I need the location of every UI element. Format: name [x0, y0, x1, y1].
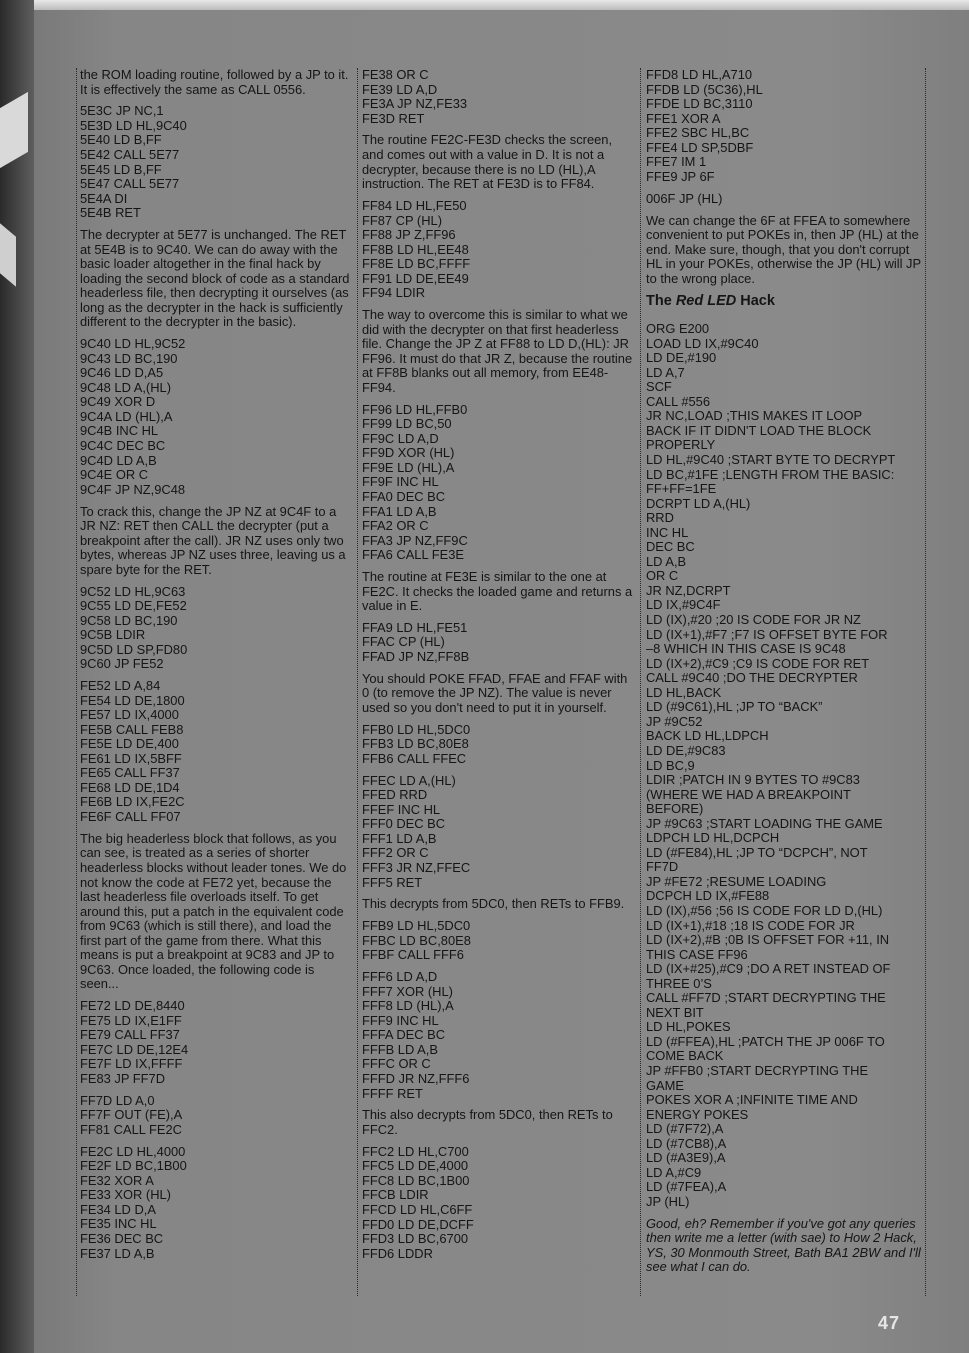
code-line: FE52 LD A,84	[80, 678, 161, 694]
code-line: JP #9C52	[646, 713, 703, 729]
code-listing	[362, 919, 636, 963]
code-line: FF87 CP (HL)	[362, 212, 442, 228]
code-line: FFC8 LD BC,1B00	[362, 1172, 470, 1188]
code-line: FF7F OUT (FE),A	[80, 1107, 183, 1123]
code-line: LD (#7F72),A	[646, 1121, 724, 1137]
code-line: BACK IF IT DIDN'T LOAD THE BLOCK	[646, 422, 872, 438]
heading-text: Hack	[736, 292, 775, 309]
heading-emphasis: Red LED	[675, 292, 737, 309]
code-line: POKES XOR A ;INFINITE TIME AND	[646, 1092, 858, 1108]
code-listing	[362, 970, 636, 1101]
column-separator	[357, 68, 358, 1296]
code-line: FE7C LD DE,12E4	[80, 1041, 189, 1057]
code-line: FFB9 LD HL,5DC0	[362, 918, 471, 934]
code-line: LDIR ;PATCH IN 9 BYTES TO #9C83	[646, 772, 860, 788]
code-line: LD A,B	[646, 553, 687, 569]
code-line: LD (IX+2),#C9 ;C9 IS CODE FOR RET	[646, 655, 870, 671]
code-line: FFBC LD BC,80E8	[362, 932, 471, 948]
body-paragraph: The decrypter at 5E77 is unchanged. The RET at 5E4B is to 9C40. We can do away with the basic loader altogether in the final hack by loading the second block of code as a standard headerless file, then decrypting it ourselves (as long as the decrypter in the hack is sufficiently different to the decrypter in the basic).	[80, 227, 350, 330]
code-line: FF+FF=1FE	[646, 481, 717, 497]
code-line: LD A,7	[646, 364, 685, 380]
code-line: FF7D	[646, 859, 679, 875]
body-paragraph: This decrypts from 5DC0, then RETs to FFB9.	[362, 896, 625, 912]
code-line: LD HL,POKES	[646, 1019, 731, 1035]
section-heading	[646, 294, 922, 309]
code-line: LD IX,#9C4F	[646, 597, 721, 613]
code-line: JP (HL)	[646, 1193, 690, 1209]
body-paragraph: The way to overcome this is similar to what we did with the decrypter on that first headerless file. Change the JP Z at FF88 to LD D,(HL): JR FF96. It must do that JR Z, because the routine at FF8B blanks out all memory, from EE48-FF94.	[362, 307, 633, 395]
code-line: DCPCH LD IX,#FE88	[646, 888, 770, 904]
code-listing	[646, 192, 922, 207]
code-line: CALL #9C40 ;DO THE DECRYPTER	[646, 670, 858, 686]
code-line: FFBF CALL FFF6	[362, 947, 464, 963]
code-line: FF9F INC HL	[362, 474, 439, 490]
code-listing	[80, 999, 352, 1086]
code-line: LD (IX),#56 ;56 IS CODE FOR LD D,(HL)	[646, 902, 883, 918]
code-line: FFF5 RET	[362, 874, 423, 890]
code-line: FFF1 LD A,B	[362, 830, 437, 846]
code-line: DEC BC	[646, 539, 695, 555]
code-line: FFD6 LDDR	[362, 1245, 433, 1261]
code-line: GAME	[646, 1077, 684, 1093]
code-line: 5E3C JP NC,1	[80, 103, 164, 119]
code-line: FFF2 OR C	[362, 845, 429, 861]
code-line: FFA3 JP NZ,FF9C	[362, 532, 468, 548]
code-line: –8 WHICH IN THIS CASE IS 9C48	[646, 641, 846, 657]
heading-text: The	[646, 292, 676, 309]
code-line: CALL #FF7D ;START DECRYPTING THE	[646, 990, 886, 1006]
code-line: 9C52 LD HL,9C63	[80, 583, 186, 599]
code-line: FFAC CP (HL)	[362, 634, 445, 650]
code-line: LD (IX+1),#18 ;18 IS CODE FOR JR	[646, 917, 855, 933]
code-line: FFF6 LD A,D	[362, 969, 438, 985]
code-listing	[362, 1145, 636, 1261]
code-line: FE33 XOR (HL)	[80, 1187, 171, 1203]
code-line: ENERGY POKES	[646, 1106, 749, 1122]
code-line: FF7D LD A,0	[80, 1092, 155, 1108]
code-line: NEXT BIT	[646, 1004, 704, 1020]
code-line: FFF9 INC HL	[362, 1012, 439, 1028]
code-line: FE2F LD BC,1B00	[80, 1158, 187, 1174]
code-line: LD (IX),#20 ;20 IS CODE FOR JR NZ	[646, 612, 861, 628]
code-line: FFF0 DEC BC	[362, 816, 446, 832]
column-separator	[640, 68, 641, 1296]
code-line: FE5B CALL FEB8	[80, 721, 184, 737]
body-paragraph: The routine at FE3E is similar to the one at FE2C. It checks the loaded game and returns a value in E.	[362, 568, 633, 614]
code-line: FE83 JP FF7D	[80, 1070, 166, 1086]
closing-note: Good, eh? Remember if you've got any queries then write me a letter (with sae) to How 2 Hack, YS, 30 Monmouth Street, Bath BA1 2BW and I'll see what I can do.	[646, 1215, 921, 1275]
code-line: RRD	[646, 510, 674, 526]
code-listing	[80, 1145, 352, 1261]
code-line: LD BC,#1FE ;LENGTH FROM THE BASIC:	[646, 466, 895, 482]
code-line: FFCB LDIR	[362, 1187, 429, 1203]
code-line: LD (#A3E9),A	[646, 1150, 726, 1166]
code-line: LD (#7FEA),A	[646, 1179, 727, 1195]
code-line: FFE2 SBC HL,BC	[646, 125, 750, 141]
body-paragraph: The big headerless block that follows, as you can see, is treated as a series of shorter headerless blocks without leader tones. We do not know the code at FE72 yet, because the last headerless file overloads itself. To get around this, put a patch in the equivalent code from 9C63 (which is still there), and load the first part of the game from there. What this means is put a breakpoint at 9C83 and JP to 9C63. Once loaded, the following code is seen...	[80, 830, 347, 992]
body-paragraph: The routine FE2C-FE3D checks the screen, and comes out with a value in D. It is not a decrypter, because there is no LD (HL),A instruction. The RET at FE3D is to FF84.	[362, 132, 613, 192]
code-line: 9C4C DEC BC	[80, 438, 166, 454]
code-line: LD (#FFEA),HL ;PATCH THE JP 006F TO	[646, 1033, 885, 1049]
code-line: 9C4F JP NZ,9C48	[80, 481, 186, 497]
code-line: FFF8 LD (HL),A	[362, 998, 454, 1014]
code-line: FE65 CALL FF37	[80, 765, 180, 781]
code-line: FFA1 LD A,B	[362, 503, 437, 519]
page-number: 47	[878, 1313, 901, 1333]
code-line: FFB6 CALL FFEC	[362, 750, 467, 766]
code-listing	[362, 403, 636, 563]
code-line: LD (IX+1),#F7 ;F7 IS OFFSET BYTE FOR	[646, 626, 888, 642]
code-line: FFD3 LD BC,6700	[362, 1231, 469, 1247]
code-line: FFFB LD A,B	[362, 1041, 438, 1057]
code-line: FE35 INC HL	[80, 1216, 157, 1232]
code-line: 5E4B RET	[80, 205, 141, 221]
code-line: LD (#FE84),HL ;JP TO “DCPCH”, NOT	[646, 844, 868, 860]
body-paragraph: the ROM loading routine, followed by a JP to it. It is effectively the same as CALL 0556.	[80, 68, 349, 97]
body-paragraph: You should POKE FFAD, FFAE and FFAF with 0 (to remove the JP NZ). The value is never used so you don't need to put it in yourself.	[362, 670, 628, 715]
code-line: FE61 LD IX,5BFF	[80, 750, 182, 766]
code-line: JP #FFB0 ;START DECRYPTING THE	[646, 1062, 869, 1078]
code-line: DCRPT LD A,(HL)	[646, 495, 751, 511]
code-line: 9C40 LD HL,9C52	[80, 336, 186, 352]
code-line: FFCD LD HL,C6FF	[362, 1201, 473, 1217]
code-line: FE38 OR C	[362, 68, 429, 82]
code-line: 5E47 CALL 5E77	[80, 176, 180, 192]
code-line: FF84 LD HL,FE50	[362, 197, 467, 213]
code-line: LD A,#C9	[646, 1164, 702, 1180]
code-line: 5E45 LD B,FF	[80, 161, 162, 177]
code-listing	[80, 1094, 352, 1138]
code-line: FF8B LD HL,EE48	[362, 241, 469, 257]
code-line: SCF	[646, 379, 672, 395]
code-line: FFA6 CALL FE3E	[362, 547, 464, 563]
code-line: FFB3 LD BC,80E8	[362, 736, 469, 752]
code-line: 9C5D LD SP,FD80	[80, 641, 188, 657]
code-line: COME BACK	[646, 1048, 724, 1064]
code-line: 9C48 LD A,(HL)	[80, 379, 171, 395]
code-line: 9C4B INC HL	[80, 423, 159, 439]
code-line: 5E4A DI	[80, 190, 128, 206]
code-line: 9C4A LD (HL),A	[80, 408, 173, 424]
code-line: 9C4D LD A,B	[80, 452, 157, 468]
code-line: FFC2 LD HL,C700	[362, 1143, 469, 1159]
code-line: FE32 XOR A	[80, 1172, 154, 1188]
column-separator	[925, 68, 926, 1296]
code-line: FFFC OR C	[362, 1056, 431, 1072]
body-paragraph: We can change the 6F at FFEA to somewhere convenient to put POKEs in, then JP (HL) at the end. Make sure, though, that you don't corrupt HL in your POKEs, otherwise the JP (HL) will JP to the wrong place.	[646, 212, 921, 286]
code-listing	[362, 199, 636, 301]
code-line: FF9D XOR (HL)	[362, 445, 455, 461]
code-line: LDPCH LD HL,DCPCH	[646, 830, 780, 846]
code-line: FF88 JP Z,FF96	[362, 227, 456, 243]
code-listing	[362, 774, 636, 890]
code-line: 9C58 LD BC,190	[80, 612, 178, 628]
code-line: LD (IX+#25),#C9 ;DO A RET INSTEAD OF	[646, 961, 891, 977]
code-line: LD (IX+2),#B ;0B IS OFFSET FOR +11, IN	[646, 932, 890, 948]
code-line: 5E42 CALL 5E77	[80, 147, 180, 163]
code-line: FE54 LD DE,1800	[80, 692, 185, 708]
code-line: LD HL,BACK	[646, 684, 722, 700]
article-column-2	[362, 68, 636, 1298]
code-listing	[646, 68, 922, 184]
code-line: LD DE,#190	[646, 350, 717, 366]
code-line: FF81 CALL FE2C	[80, 1121, 182, 1137]
code-line: JR NC,LOAD ;THIS MAKES IT LOOP	[646, 408, 863, 424]
code-line: FF9E LD (HL),A	[362, 459, 455, 475]
code-line: THREE 0’S	[646, 975, 712, 991]
code-line: FFD0 LD DE,DCFF	[362, 1216, 474, 1232]
code-line: 9C5B LDIR	[80, 627, 146, 643]
page-spine-shadow	[0, 0, 34, 1353]
code-listing	[362, 621, 636, 665]
code-line: FF9C LD A,D	[362, 430, 439, 446]
code-line: FE3D RET	[362, 110, 425, 126]
code-line: 9C43 LD BC,190	[80, 350, 178, 366]
code-line: FE72 LD DE,8440	[80, 998, 185, 1014]
code-line: FE36 DEC BC	[80, 1230, 164, 1246]
code-line: FFFF RET	[362, 1085, 423, 1101]
code-listing	[80, 337, 352, 497]
code-line: FF94 LDIR	[362, 285, 426, 301]
code-line: FE6F CALL FF07	[80, 809, 181, 825]
code-line: FFED RRD	[362, 787, 428, 803]
code-line: LD HL,#9C40 ;START BYTE TO DECRYPT	[646, 452, 896, 468]
code-line: FE57 LD IX,4000	[80, 707, 179, 723]
code-listing	[80, 585, 352, 672]
code-line: JP #FE72 ;RESUME LOADING	[646, 873, 827, 889]
code-line: FFC5 LD DE,4000	[362, 1158, 469, 1174]
code-line: FE3A JP NZ,FE33	[362, 96, 468, 112]
code-line: FF8E LD BC,FFFF	[362, 256, 471, 272]
code-line: FFE9 JP 6F	[646, 168, 715, 184]
code-line: FF99 LD BC,50	[362, 416, 452, 432]
code-line: FFD8 LD HL,A710	[646, 68, 753, 82]
code-line: FFA9 LD HL,FE51	[362, 619, 468, 635]
code-line: FFA0 DEC BC	[362, 488, 446, 504]
code-line: FFEC LD A,(HL)	[362, 772, 456, 788]
code-line: FFF7 XOR (HL)	[362, 983, 453, 999]
code-line: LD BC,9	[646, 757, 695, 773]
code-line: LOAD LD IX,#9C40	[646, 335, 759, 351]
code-line: FFDE LD BC,3110	[646, 96, 753, 112]
code-line: FE75 LD IX,E1FF	[80, 1012, 182, 1028]
page-top-edge	[30, 0, 969, 10]
code-line: 9C4E OR C	[80, 467, 149, 483]
code-line: FFE7 IM 1	[646, 154, 707, 170]
code-line: FFF3 JR NZ,FFEC	[362, 860, 471, 876]
code-line: FF91 LD DE,EE49	[362, 270, 469, 286]
code-line: FFFA DEC BC	[362, 1027, 446, 1043]
article-column-1	[80, 68, 352, 1298]
code-line: ORG E200	[646, 321, 710, 337]
code-line: 9C60 JP FE52	[80, 656, 164, 672]
code-line: PROPERLY	[646, 437, 716, 453]
code-line: (WHERE WE HAD A BREAKPOINT	[646, 786, 851, 802]
code-line: FE79 CALL FF37	[80, 1027, 180, 1043]
code-listing	[362, 723, 636, 767]
code-line: FFE1 XOR A	[646, 110, 721, 126]
code-line: JP #9C63 ;START LOADING THE GAME	[646, 815, 883, 831]
code-line: FFAD JP NZ,FF8B	[362, 649, 470, 665]
code-line: FE2C LD HL,4000	[80, 1143, 186, 1159]
code-line: FFDB LD (5C36),HL	[646, 81, 763, 97]
code-line: FE34 LD D,A	[80, 1201, 156, 1217]
code-line: LD DE,#9C83	[646, 742, 726, 758]
code-line: INC HL	[646, 524, 689, 540]
article-column-3	[646, 68, 922, 1298]
code-line: FE6B LD IX,FE2C	[80, 794, 185, 810]
code-listing	[646, 322, 922, 1209]
code-line: 5E3D LD HL,9C40	[80, 117, 187, 133]
column-separator	[76, 68, 77, 1296]
code-line: FFB0 LD HL,5DC0	[362, 721, 471, 737]
code-line: FFA2 OR C	[362, 518, 429, 534]
code-line: 5E40 LD B,FF	[80, 132, 162, 148]
code-line: FE37 LD A,B	[80, 1245, 155, 1261]
code-line: LD (#7CB8),A	[646, 1135, 727, 1151]
code-line: FFFD JR NZ,FFF6	[362, 1071, 470, 1087]
code-line: 9C55 LD DE,FE52	[80, 598, 187, 614]
code-line: JR NZ,DCRPT	[646, 582, 731, 598]
body-paragraph: To crack this, change the JP NZ at 9C4F to a JR NZ: RET then CALL the decrypter (put a breakpoint after the call). JR NZ uses only two bytes, whereas JP NZ uses three, leaving us a spare byte for the RET.	[80, 503, 346, 577]
code-listing	[80, 679, 352, 824]
code-line: 006F JP (HL)	[646, 190, 723, 206]
body-paragraph: This also decrypts from 5DC0, then RETs to FFC2.	[362, 1107, 613, 1137]
code-line: 9C49 XOR D	[80, 394, 156, 410]
code-listing	[362, 68, 636, 126]
code-line: FE7F LD IX,FFFF	[80, 1056, 183, 1072]
code-line: 9C46 LD D,A5	[80, 365, 164, 381]
code-line: FE39 LD A,D	[362, 81, 438, 97]
code-line: FFE4 LD SP,5DBF	[646, 139, 754, 155]
code-listing	[80, 104, 352, 220]
code-line: FE5E LD DE,400	[80, 736, 179, 752]
code-line: FE68 LD DE,1D4	[80, 779, 180, 795]
code-line: OR C	[646, 568, 679, 584]
code-line: FFEF INC HL	[362, 801, 441, 817]
code-line: BEFORE)	[646, 801, 704, 817]
code-line: THIS CASE FF96	[646, 946, 748, 962]
code-line: LD (#9C61),HL ;JP TO “BACK”	[646, 699, 823, 715]
code-line: CALL #556	[646, 393, 711, 409]
code-line: FF96 LD HL,FFB0	[362, 401, 468, 417]
code-line: BACK LD HL,LDPCH	[646, 728, 769, 744]
